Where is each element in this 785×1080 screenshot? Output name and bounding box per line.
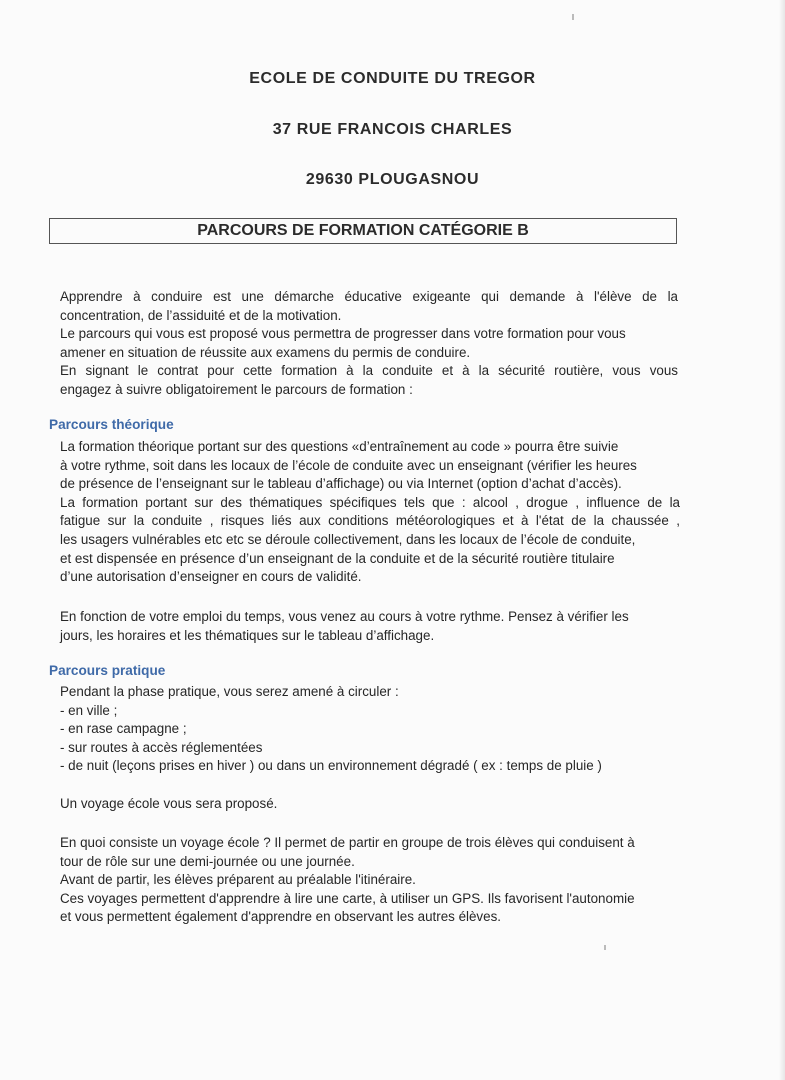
voyage-paragraph — [60, 834, 680, 927]
theory-line: fatigue sur la conduite , risques liés aux conditions météorologiques et à l'état de la chaussée , — [60, 513, 680, 529]
theory-section-title: Parcours théorique — [49, 417, 174, 432]
theory-line: à votre rythme, soit dans les locaux de l’école de conduite avec un enseignant (vérifier les heures — [60, 457, 637, 473]
school-name: ECOLE DE CONDUITE DU TREGOR — [249, 70, 536, 87]
list-item: - en rase campagne ; — [60, 721, 187, 737]
practice-list — [60, 683, 670, 776]
voyage-proposed-line: Un voyage école vous sera proposé. — [60, 796, 278, 811]
list-item: - de nuit (leçons prises en hiver ) ou dans un environnement dégradé ( ex : temps de pluie ) — [60, 758, 602, 774]
practice-section-title: Parcours pratique — [49, 663, 166, 678]
theory-line: La formation théorique portant sur des questions «d’entraînement au code » pourra être suivie — [60, 439, 619, 454]
theory-line: La formation portant sur des thématiques spécifiques tels que : alcool , drogue , influence de la — [60, 494, 680, 510]
document-title: PARCOURS DE FORMATION CATÉGORIE B — [49, 218, 677, 244]
intro-line: Le parcours qui vous est proposé vous permettra de progresser dans votre formation pour vous — [60, 326, 626, 342]
theory-line: et est dispensée en présence d’un enseignant de la conduite et de la sécurité routière titulaire — [60, 550, 615, 566]
intro-paragraph — [60, 288, 678, 400]
voyage-line: Avant de partir, les élèves préparent au préalable l'itinéraire. — [60, 872, 416, 888]
theory-line: de présence de l’enseignant sur le tableau d’affichage) ou via Internet (option d’achat d’accès). — [60, 476, 622, 492]
voyage-line: tour de rôle sur une demi-journée ou une journée. — [60, 853, 355, 869]
list-item: - sur routes à accès réglementées — [60, 739, 263, 755]
schedule-line: jours, les horaires et les thématiques sur le tableau d’affichage. — [60, 627, 435, 643]
theory-paragraph — [60, 438, 680, 587]
page-edge-shadow — [779, 0, 785, 1080]
list-item: - en ville ; — [60, 702, 118, 718]
voyage-proposed — [60, 795, 670, 814]
scan-speck — [572, 14, 574, 20]
school-city: 29630 PLOUGASNOU — [305, 171, 480, 188]
practice-intro: Pendant la phase pratique, vous serez amené à circuler : — [60, 684, 399, 699]
voyage-line: En quoi consiste un voyage école ? Il permet de partir en groupe de trois élèves qui conduisent à — [60, 835, 635, 850]
intro-line: amener en situation de réussite aux examens du permis de conduire. — [60, 344, 471, 360]
school-address: 37 RUE FRANCOIS CHARLES — [272, 121, 513, 138]
voyage-line: Ces voyages permettent d'apprendre à lire une carte, à utiliser un GPS. Ils favorisent l'autonomie — [60, 890, 635, 906]
intro-line: engagez à suivre obligatoirement le parcours de formation : — [60, 381, 413, 397]
intro-line: Apprendre à conduire est une démarche éducative exigeante qui demande à l'élève de la — [60, 289, 678, 304]
theory-line: d’une autorisation d’enseigner en cours de validité. — [60, 569, 362, 585]
schedule-paragraph — [60, 608, 680, 645]
schedule-line: En fonction de votre emploi du temps, vous venez au cours à votre rythme. Pensez à vérifier les — [60, 609, 629, 624]
theory-line: les usagers vulnérables etc etc se déroule collectivement, dans les locaux de l’école de conduite, — [60, 531, 636, 547]
intro-line: concentration, de l’assiduité et de la motivation. — [60, 307, 342, 323]
intro-line: En signant le contrat pour cette formation à la conduite et à la sécurité routière, vous vous — [60, 363, 678, 379]
voyage-line: et vous permettent également d'apprendre en observant les autres élèves. — [60, 909, 501, 925]
scan-speck — [604, 945, 606, 950]
